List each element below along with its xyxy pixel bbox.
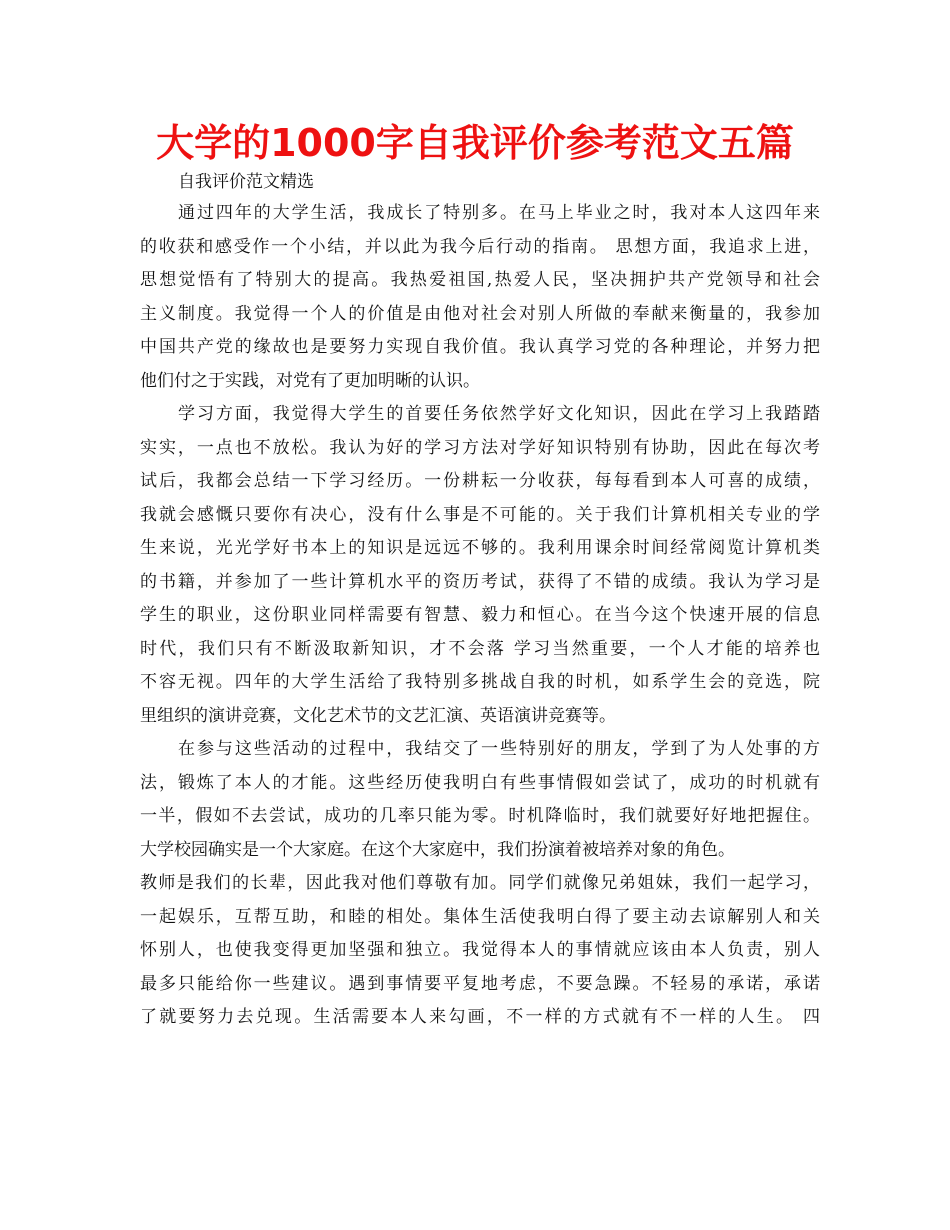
text-line: 学生的职业，这份职业同样需要有智慧、毅力和恒心。在当今这个快速开展的信息	[140, 605, 820, 625]
text-line: 通过四年的大学生活，我成长了特别多。在马上毕业之时，我对本人这四年来	[178, 203, 820, 223]
text-line: 不容无视。四年的大学生活给了我特别多挑战自我的时机，如系学生会的竞选，院	[140, 672, 820, 692]
text-line: 的收获和感受作一个小结，并以此为我今后行动的指南。 思想方面，我追求上进，	[140, 236, 820, 257]
paragraph-2	[140, 398, 820, 733]
text-line: 中国共产党的缘故也是要努力实现自我价值。我认真学习党的各种理论，并努力把	[140, 337, 820, 357]
text-line: 时代，我们只有不断汲取新知识，才不会落 学习当然重要，一个人才能的培养也	[140, 638, 820, 659]
text-line: 主义制度。我觉得一个人的价值是由他对社会对别人所做的奉献来衡量的，我参加	[140, 303, 820, 324]
text-line: 大学校园确实是一个大家庭。在这个大家庭中，我们扮演着被培养对象的角色。	[140, 839, 735, 860]
text-line: 他们付之于实践，对党有了更加明晰的认识。	[140, 370, 480, 391]
text-line: 思想觉悟有了特别大的提高。我热爱祖国,热爱人民，坚决拥护共产党领导和社会	[140, 270, 820, 290]
text-line: 在参与这些活动的过程中，我结交了一些特别好的朋友，学到了为人处事的方	[178, 739, 820, 759]
text-line: 试后，我都会总结一下学习经历。一份耕耘一分收获，每每看到本人可喜的成绩，	[140, 471, 820, 491]
text-line: 了就要努力去兑现。生活需要本人来勾画，不一样的方式就有不一样的人生。 四	[140, 1007, 820, 1027]
text-line: 教师是我们的长辈，因此我对他们尊敬有加。同学们就像兄弟姐妹，我们一起学习，	[140, 873, 820, 893]
text-line: 的书籍，并参加了一些计算机水平的资历考试，获得了不错的成绩。我认为学习是	[140, 571, 820, 592]
text-line: 我就会感慨只要你有决心，没有什么事是不可能的。关于我们计算机相关专业的学	[140, 504, 820, 525]
paragraph-3	[140, 733, 820, 1035]
document-body	[140, 197, 820, 1035]
text-line: 一起娱乐，互帮互助，和睦的相处。集体生活使我明白得了要主动去谅解别人和关	[140, 906, 820, 927]
text-line: 怀别人，也使我变得更加坚强和独立。我觉得本人的事情就应该由本人负责，别人	[140, 940, 820, 960]
paragraph-1	[140, 197, 820, 398]
text-line: 学习方面，我觉得大学生的首要任务依然学好文化知识，因此在学习上我踏踏	[178, 404, 820, 424]
document-subtitle: 自我评价范文精选	[178, 172, 314, 192]
text-line: 一半，假如不去尝试，成功的几率只能为零。时机降临时，我们就要好好地把握住。	[140, 806, 820, 826]
document-title: 大学的1000字自我评价参考范文五篇	[156, 121, 794, 165]
text-line: 最多只能给你一些建议。遇到事情要平复地考虑，不要急躁。不轻易的承诺，承诺	[140, 973, 820, 994]
text-line: 法，锻炼了本人的才能。这些经历使我明白有些事情假如尝试了，成功的时机就有	[140, 772, 820, 793]
text-line: 生来说，光光学好书本上的知识是远远不够的。我利用课余时间经常阅览计算机类	[140, 538, 820, 558]
text-line: 里组织的演讲竞赛，文化艺术节的文艺汇演、英语演讲竞赛等。	[140, 705, 616, 726]
text-line: 实实，一点也不放松。我认为好的学习方法对学好知识特别有协助，因此在每次考	[140, 437, 820, 458]
